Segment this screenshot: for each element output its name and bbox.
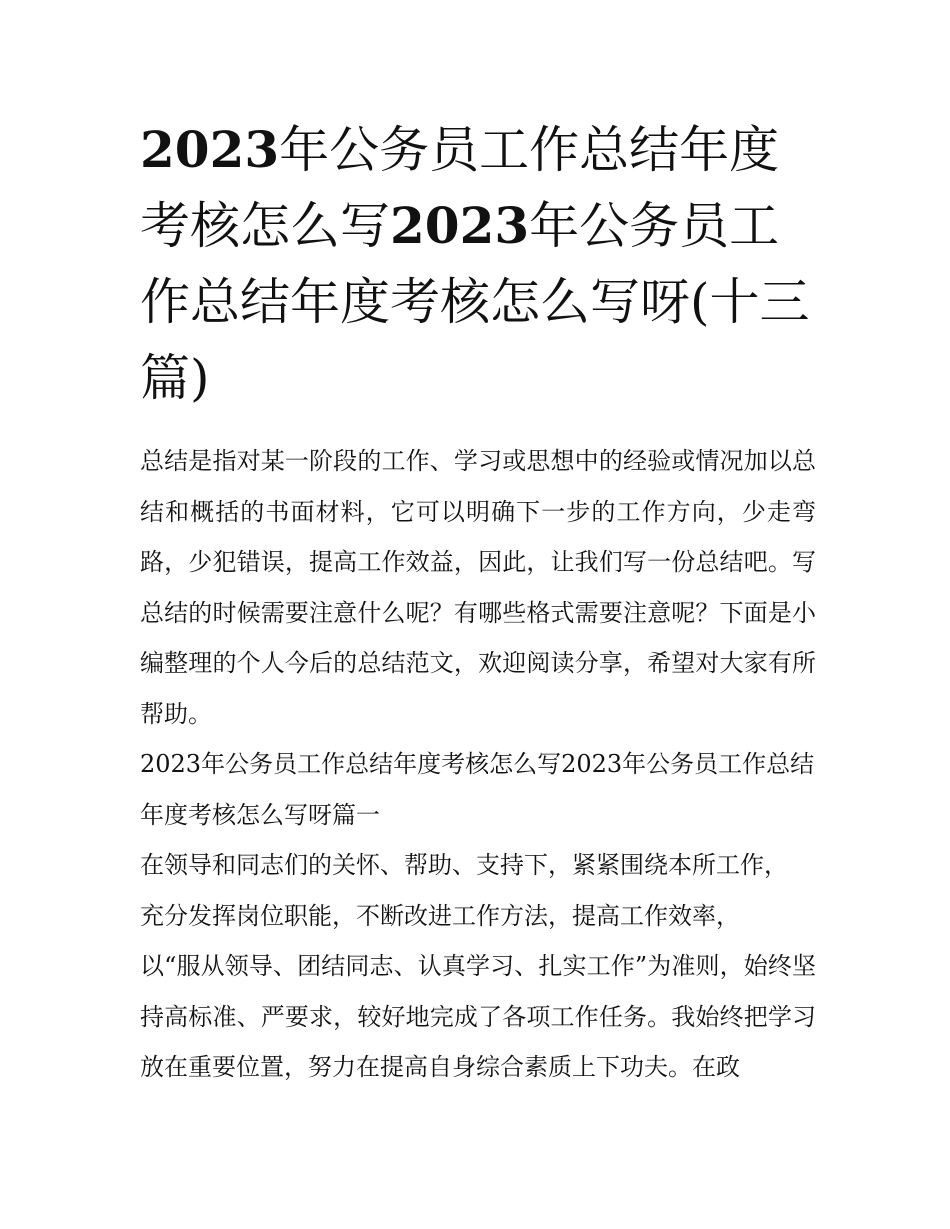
- title-text-1: 年公务员工作总结年度考核怎么写: [140, 121, 780, 255]
- body-line-3: 以“服从领导、团结同志、认真学习、扎实工作”为准则，始终坚持高标准、严要求，较好地完成了各项工作任务。我始终把学习放在重要位置，努力在提高自身综合素质上下功夫。在政: [140, 952, 816, 1081]
- title-text-2: 年公务员工作总结年度考核怎么写呀(十三篇): [140, 197, 810, 407]
- intro-paragraph: 总结是指对某一阶段的工作、学习或思想中的经验或情况加以总结和概括的书面材料，它可以明确下一步的工作方向，少走弯路，少犯错误，提高工作效益，因此，让我们写一份总结吧。写总结的时候需要注意什么呢？有哪些格式需要注意呢？下面是小编整理的个人今后的总结范文，欢迎阅读分享，希望对大家有所帮助。: [140, 447, 816, 728]
- document-title: [140, 112, 816, 416]
- document-page: [140, 112, 816, 1093]
- title-year-2: 2023: [390, 196, 530, 255]
- section-heading: 2023年公务员工作总结年度考核怎么写2023年公务员工作总结年度考核怎么写呀篇一: [140, 750, 815, 829]
- title-year-1: 2023: [140, 120, 280, 179]
- body-line-1: 在领导和同志们的关怀、帮助、支持下，紧紧围绕本所工作，: [140, 851, 788, 879]
- body-line-2: 充分发挥岗位职能，不断改进工作方法，提高工作效率，: [140, 901, 740, 930]
